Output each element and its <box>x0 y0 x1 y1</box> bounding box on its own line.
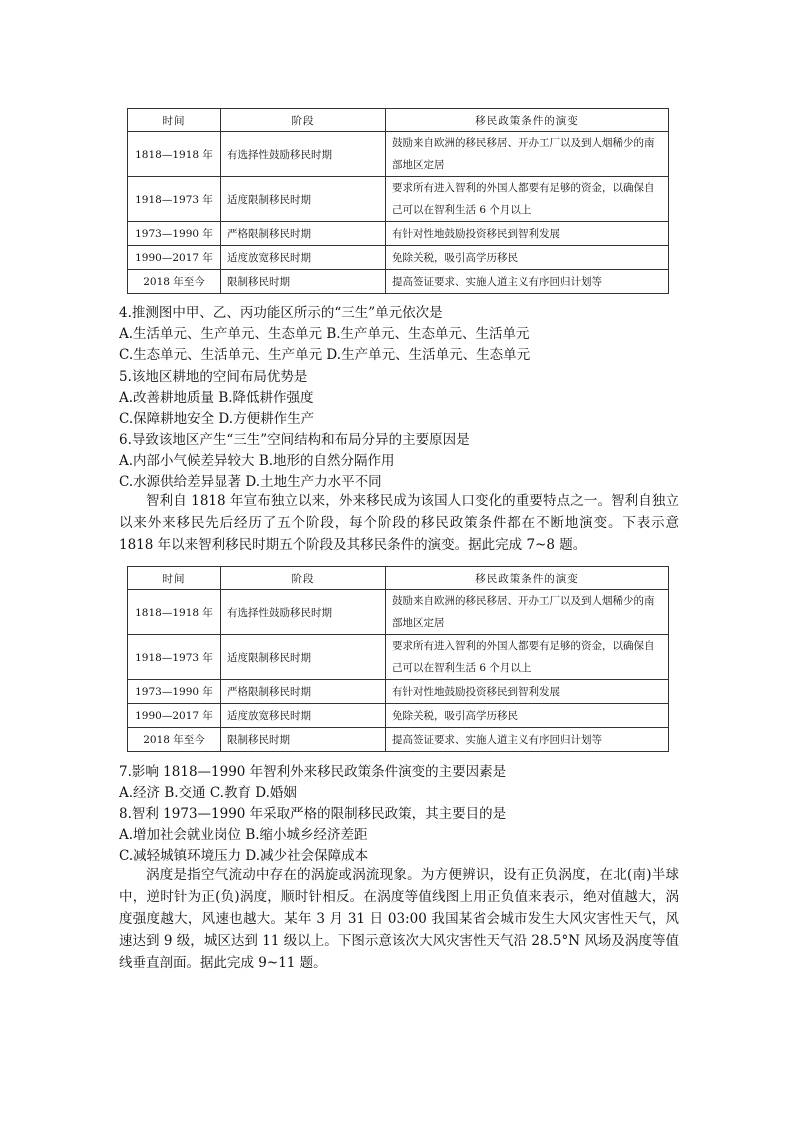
question-4-options-cd: C.生态单元、生活单元、生产单元 D.生产单元、生活单元、生态单元 <box>119 347 531 363</box>
cell-stage: 有选择性鼓励移民时期 <box>221 132 386 177</box>
header-policy: 移民政策条件的演变 <box>386 567 669 590</box>
question-6-options-cd: C.水源供给差异显著 D.土地生产力水平不同 <box>119 474 382 490</box>
table-row <box>128 132 669 177</box>
cell-stage: 适度放宽移民时期 <box>221 704 386 728</box>
table-row <box>128 704 669 728</box>
cell-time: 1973—1990 年 <box>128 680 221 704</box>
cell-stage: 适度放宽移民时期 <box>221 246 386 270</box>
cell-policy: 免除关税，吸引高学历移民 <box>386 704 669 728</box>
question-5-stem: 5.该地区耕地的空间布局优势是 <box>119 369 308 385</box>
table-row <box>128 177 669 222</box>
question-6-options-ab: A.内部小气候差异较大 B.地形的自然分隔作用 <box>119 453 395 469</box>
question-6-stem: 6.导致该地区产生“三生”空间结构和布局分异的主要原因是 <box>119 432 470 448</box>
header-time: 时间 <box>128 567 221 590</box>
chile-intro-paragraph: 智利自 1818 年宣布独立以来，外来移民成为该国人口变化的重要特点之一。智利自独立以来外来移民先后经历了五个阶段，每个阶段的移民政策条件都在不断地演变。下表示意 1818 年以来智利移民时期五个阶段及其移民条件的演变。据此完成 7~8 题。 <box>119 493 679 553</box>
question-4-options-ab: A.生活单元、生产单元、生态单元 B.生产单元、生态单元、生活单元 <box>119 326 530 342</box>
cell-time: 1990—2017 年 <box>128 704 221 728</box>
cell-stage: 严格限制移民时期 <box>221 680 386 704</box>
cell-time: 1818—1918 年 <box>128 132 221 177</box>
question-5-options-cd: C.保障耕地安全 D.方便耕作生产 <box>119 411 315 427</box>
cell-stage: 限制移民时期 <box>221 270 386 294</box>
migration-policy-table-top <box>127 108 669 294</box>
question-8-stem: 8.智利 1973—1990 年采取严格的限制移民政策，其主要目的是 <box>119 806 507 822</box>
migration-policy-table <box>127 566 669 752</box>
cell-time: 2018 年至今 <box>128 728 221 752</box>
cell-stage: 适度限制移民时期 <box>221 177 386 222</box>
vortex-intro-paragraph: 涡度是指空气流动中存在的涡旋或涡流现象。为方便辨识，设有正负涡度，在北(南)半球中，逆时针为正(负)涡度，顺时针相反。在涡度等值线图上用正负值来表示，绝对值越大，涡度强度越大，风速也越大。某年 3 月 31 日 03:00 我国某省会城市发生大风灾害性天气，风速达到 9 级，城区达到 11 级以上。下图示意该次大风灾害性天气沿 28.5°N 风场及涡度等值线垂直剖面。据此完成 9~11 题。 <box>119 867 679 971</box>
table-row <box>128 728 669 752</box>
table-row <box>128 270 669 294</box>
table-header-row <box>128 109 669 132</box>
cell-policy: 有针对性地鼓励投资移民到智利发展 <box>386 222 669 246</box>
cell-time: 1918—1973 年 <box>128 177 221 222</box>
question-7-stem: 7.影响 1818—1990 年智利外来移民政策条件演变的主要因素是 <box>119 764 507 780</box>
cell-stage: 限制移民时期 <box>221 728 386 752</box>
question-8-options-ab: A.增加社会就业岗位 B.缩小城乡经济差距 <box>119 827 368 843</box>
cell-time: 1818—1918 年 <box>128 590 221 635</box>
question-5-options-ab: A.改善耕地质量 B.降低耕作强度 <box>119 390 314 406</box>
header-time: 时间 <box>128 109 221 132</box>
cell-stage: 有选择性鼓励移民时期 <box>221 590 386 635</box>
question-8-options-cd: C.减轻城镇环境压力 D.减少社会保障成本 <box>119 848 369 864</box>
cell-policy: 提高签证要求、实施人道主义有序回归计划等 <box>386 728 669 752</box>
cell-policy: 鼓励来自欧洲的移民移居、开办工厂以及到人烟稀少的南部地区定居 <box>386 590 669 635</box>
cell-policy: 鼓励来自欧洲的移民移居、开办工厂以及到人烟稀少的南部地区定居 <box>386 132 669 177</box>
cell-stage: 适度限制移民时期 <box>221 635 386 680</box>
cell-time: 1918—1973 年 <box>128 635 221 680</box>
table-row <box>128 680 669 704</box>
table-header-row <box>128 567 669 590</box>
cell-policy: 要求所有进入智利的外国人都要有足够的资金，以确保自己可以在智利生活 6 个月以上 <box>386 635 669 680</box>
cell-time: 2018 年至今 <box>128 270 221 294</box>
header-stage: 阶段 <box>221 109 386 132</box>
table-row <box>128 635 669 680</box>
header-stage: 阶段 <box>221 567 386 590</box>
cell-policy: 提高签证要求、实施人道主义有序回归计划等 <box>386 270 669 294</box>
cell-stage: 严格限制移民时期 <box>221 222 386 246</box>
cell-time: 1973—1990 年 <box>128 222 221 246</box>
cell-time: 1990—2017 年 <box>128 246 221 270</box>
question-4-stem: 4.推测图中甲、乙、丙功能区所示的“三生”单元依次是 <box>119 305 443 321</box>
question-7-options: A.经济 B.交通 C.教育 D.婚姻 <box>119 785 297 801</box>
cell-policy: 有针对性地鼓励投资移民到智利发展 <box>386 680 669 704</box>
cell-policy: 要求所有进入智利的外国人都要有足够的资金，以确保自己可以在智利生活 6 个月以上 <box>386 177 669 222</box>
table-row <box>128 222 669 246</box>
table-row <box>128 246 669 270</box>
table-row <box>128 590 669 635</box>
cell-policy: 免除关税，吸引高学历移民 <box>386 246 669 270</box>
header-policy: 移民政策条件的演变 <box>386 109 669 132</box>
